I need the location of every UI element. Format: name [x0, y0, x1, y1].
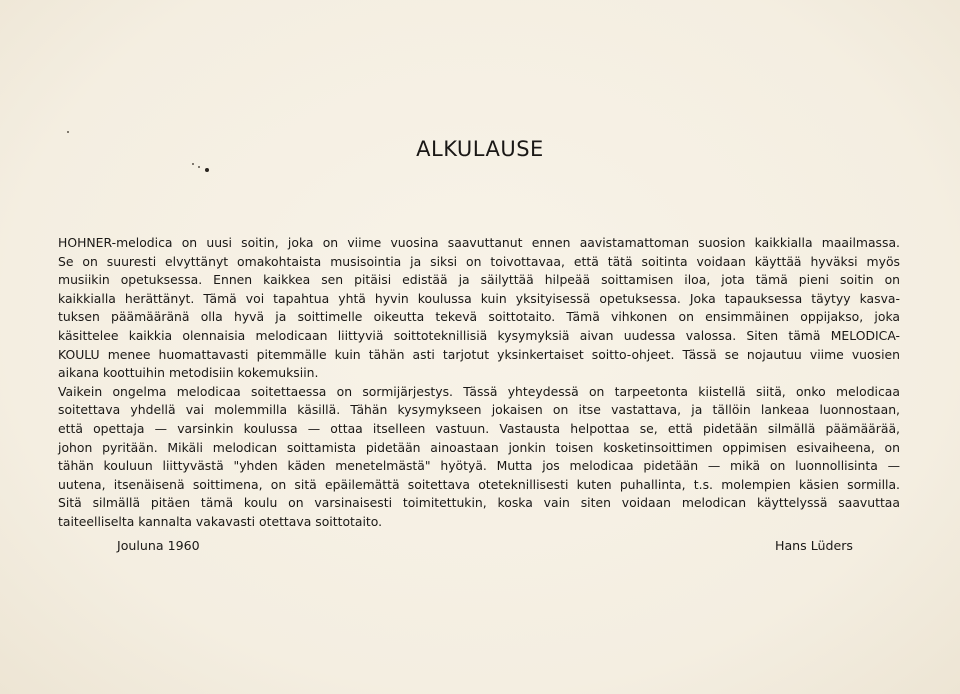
body-line: johon pyritään. Mikäli melodican soittamista pidetään ainoastaan jonkin toisen kosketinsoittimen oppimisen esivaiheena, on [58, 439, 900, 455]
paper-speck [192, 163, 194, 165]
body-line: että opettaja — varsinkin koulussa — ottaa itselleen vastuun. Vastausta helpottaa se, että pidetään silmällä päämäärää, [58, 420, 900, 436]
body-line: tähän kouluun liittyvästä "yhden käden menetelmästä" hyötyä. Mutta jos melodicaa pidetään — mikä on luonnollisinta — [58, 458, 900, 474]
body-line: Se on suuresti elvyttänyt omakohtaista musisointia ja siksi on toivottavaa, että tätä soitinta voidaan käyttää hyväksi myös [58, 253, 900, 269]
body-line: tuksen päämääränä olla hyvä ja soittimelle oikeutta tekevä soittotaito. Tämä vihkonen on ensimmäinen oppijakso, joka [58, 309, 900, 325]
body-line: HOHNER-melodica on uusi soitin, joka on viime vuosina saavuttanut ennen aavistamattoman suosion kaikkialla maailmassa. [58, 235, 900, 250]
body-line: Sitä silmällä pitäen tämä koulu on varsinaisesti toimitettukin, koska vain siten voidaan melodican käyttelyssä saavuttaa [58, 495, 900, 511]
body-line: käsittelee kaikkia olennaisia melodicaan liittyviä soittoteknillisiä kysymyksiä aivan uudessa valossa. Siten tämä MELODICA- [58, 327, 900, 343]
body-line: taiteelliselta kannalta vakavasti otettava soittotaito. [58, 513, 383, 529]
paper-speck [205, 168, 209, 172]
page-title: ALKULAUSE [416, 137, 544, 161]
body-line: uutena, itsenäisenä soittimena, on sitä epäilemättä soitettava oteteknillisesti kuten puhallinta, t.s. molempien käsien sormilla. [58, 476, 900, 492]
preface-body [58, 234, 900, 532]
author-signature: Hans Lüders [775, 538, 853, 553]
body-line: musiikin opetuksessa. Ennen kaikkea sen pitäisi edistää ja säilyttää hilpeää soittamisen iloa, jota tämä pieni soitin on [58, 272, 900, 288]
body-line: KOULU menee huomattavasti pitemmälle kuin tähän asti tarjotut yksinkertaiset soitto-ohjeet. Tässä se nojautuu viime vuosien [58, 346, 900, 362]
paper-speck [198, 166, 200, 168]
body-line: kaikkialla herättänyt. Tämä voi tapahtua yhtä hyvin koulussa kuin yksityisessä opetuksessa. Joka tapauksessa täytyy kasva- [58, 290, 900, 306]
body-line: Vaikein ongelma melodicaa soitettaessa on sormijärjestys. Tässä yhteydessä on tarpeetonta kiistellä siitä, onko melodicaa [58, 383, 900, 399]
body-line: aikana koottuihin metodisiin kokemuksiin. [58, 365, 319, 381]
paper-speck [67, 131, 69, 133]
body-line: soitettava yhdellä vai molemmilla käsillä. Tähän kysymykseen jokaisen on itse vastattava, ja tällöin lankeaa luonnostaan, [58, 402, 900, 418]
date-line: Jouluna 1960 [117, 538, 200, 553]
